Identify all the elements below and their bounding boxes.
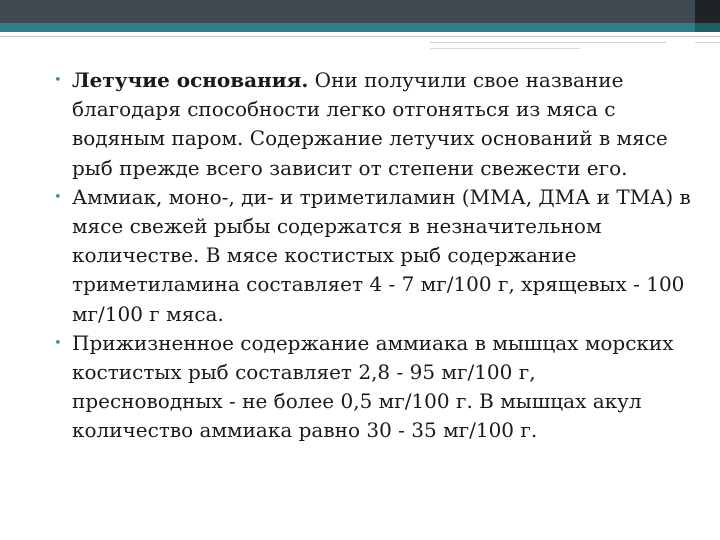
header-deco-line (430, 48, 580, 49)
bullet-item (52, 183, 692, 329)
bullet-item (52, 66, 692, 183)
bullet-text: Они получили свое название благодаря способности легко отгоняться из мяса с водяным паром. Содержание летучих оснований в мясе рыб прежде всего зависит от степени свежести его. (72, 68, 668, 180)
header-corner-block (695, 0, 720, 23)
bullet-item (52, 329, 692, 446)
header-corner-accent (695, 23, 720, 32)
bullet-icon: • (54, 73, 62, 88)
header-rule (0, 36, 720, 37)
header-accent-bar (0, 23, 720, 32)
bullet-text: Прижизненное содержание аммиака в мышцах морских костистых рыб составляет 2,8 - 95 мг/100 г, пресноводных - не более 0,5 мг/100 г. В мышцах акул количество аммиака равно 30 - 35 мг/100 г. (72, 330, 674, 443)
slide-body (52, 66, 692, 446)
header-deco-line (430, 42, 666, 43)
bullet-icon: • (54, 189, 62, 205)
bullet-list (52, 66, 692, 446)
bullet-icon: • (54, 335, 62, 351)
header-deco-line (695, 42, 720, 43)
bullet-text: Аммиак, моно-, ди- и триметиламин (ММА, ДМА и ТМА) в мясе свежей рыбы содержатся в незначительном количестве. В мясе костистых рыб содержание триметиламина составляет 4 - 7 мг/100 г, хрящевых - 100 мг/100 г мяса. (72, 184, 691, 326)
bullet-term: Летучие основания. (72, 68, 309, 92)
header-bar (0, 0, 720, 23)
